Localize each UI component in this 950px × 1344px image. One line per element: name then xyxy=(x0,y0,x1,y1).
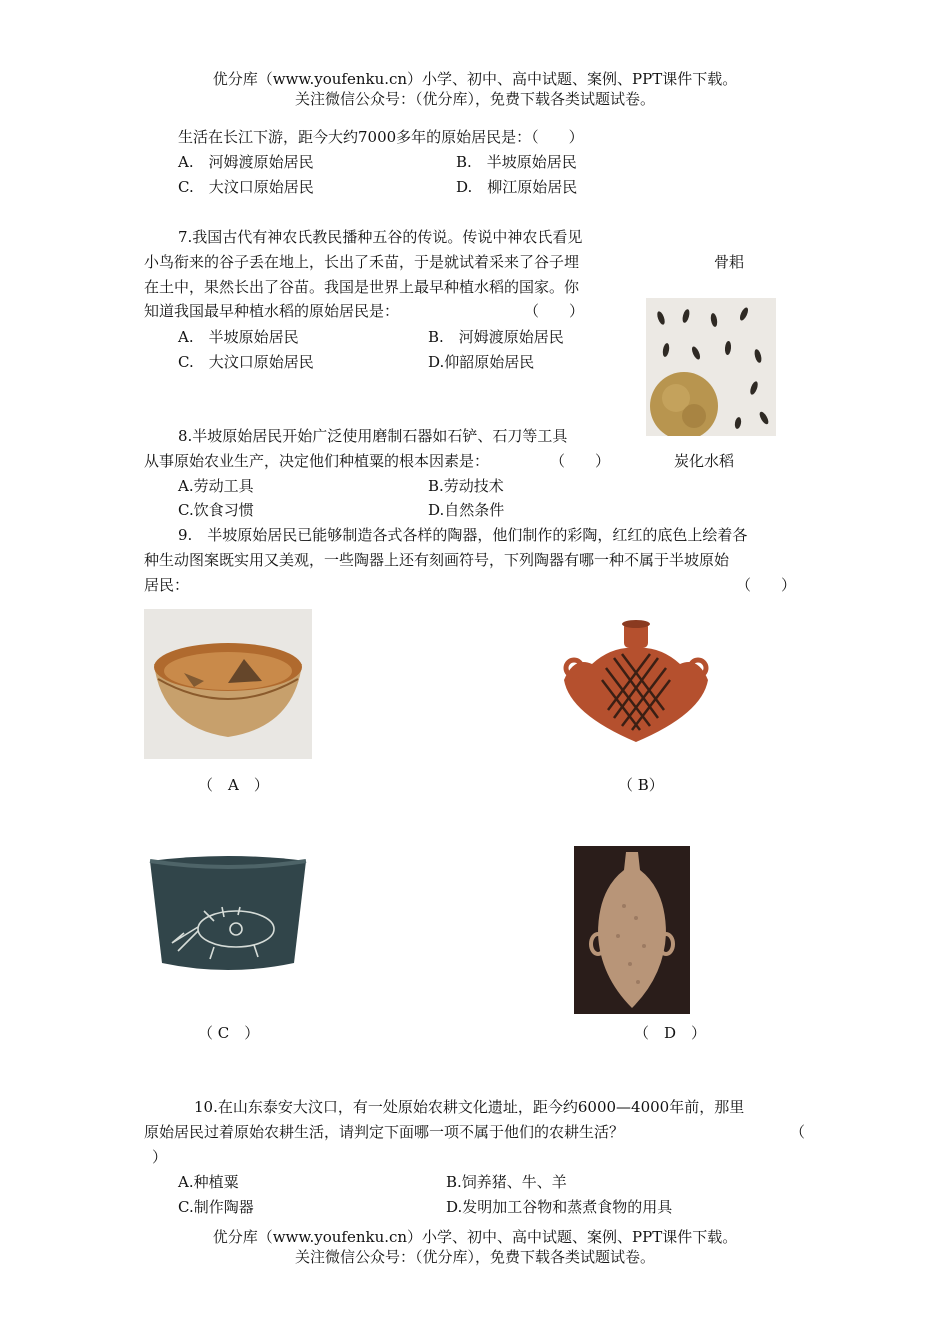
q8-option-a: A.劳动工具 xyxy=(178,477,254,495)
pottery-d-image xyxy=(574,846,690,1014)
q10-paren-close: ） xyxy=(152,1148,168,1166)
q10-line-2: 原始居民过着原始农耕生活，请判定下面哪一项不属于他们的农耕生活？ xyxy=(144,1123,625,1141)
q7-answer-paren: （ ） xyxy=(524,302,585,320)
q7-line-1: 7.我国古代有神农氏教民播种五谷的传说。传说中神农氏看见 xyxy=(178,228,583,246)
carbonized-rice-label: 炭化水稻 xyxy=(674,452,735,470)
pottery-a-image xyxy=(144,609,312,759)
lattice-pot-graphic xyxy=(552,618,720,753)
footer-line-1: 优分库（www.youfenku.cn）小学、初中、高中试题、案例、PPT课件下载。 xyxy=(212,1228,738,1246)
q6-option-a: A. 河姆渡原始居民 xyxy=(178,153,314,171)
q8-answer-paren: （ ） xyxy=(550,452,611,470)
tall-vase-graphic xyxy=(574,846,690,1014)
q9-line-2: 种生动图案既实用又美观，一些陶器上还有刻画符号，下列陶器有哪一种不属于半坡原始 xyxy=(144,551,730,569)
q10-option-b: B.饲养猪、牛、羊 xyxy=(446,1173,567,1191)
q10-paren-open: （ xyxy=(790,1123,806,1141)
q8-line-1: 8.半坡原始居民开始广泛使用磨制石器如石铲、石刀等工具 xyxy=(178,427,568,445)
q6-option-b: B. 半坡原始居民 xyxy=(456,153,577,171)
pottery-a-caption: （ A ） xyxy=(198,776,269,794)
q10-option-c: C.制作陶器 xyxy=(178,1198,254,1216)
q6-option-c: C. 大汶口原始居民 xyxy=(178,178,314,196)
q8-option-d: D.自然条件 xyxy=(428,501,505,519)
q10-option-a: A.种植粟 xyxy=(178,1173,239,1191)
q9-answer-paren: （ ） xyxy=(736,576,797,594)
q6-option-d: D. 柳江原始居民 xyxy=(456,178,578,196)
footer-line-2: 关注微信公众号：（优分库），免费下载各类试题试卷。 xyxy=(294,1248,655,1266)
painted-bowl-graphic xyxy=(144,609,312,759)
q8-option-b: B.劳动技术 xyxy=(428,477,504,495)
rice-grains-graphic xyxy=(646,298,776,436)
q8-line-2: 从事原始农业生产，决定他们种植粟的根本因素是： xyxy=(144,452,490,470)
q7-line-2: 小鸟衔来的谷子丢在地上，长出了禾苗，于是就试着采来了谷子埋 xyxy=(144,253,580,271)
q7-option-a: A. 半坡原始居民 xyxy=(178,328,299,346)
q7-line-4: 知道我国最早种植水稻的原始居民是： xyxy=(144,302,400,320)
q9-line-3: 居民： xyxy=(144,576,190,594)
q7-line-3: 在土中，果然长出了谷苗。我国是世界上最早种植水稻的国家。你 xyxy=(144,278,580,296)
q8-option-c: C.饮食习惯 xyxy=(178,501,254,519)
q10-line-1: 10.在山东泰安大汶口，有一处原始农耕文化遗址，距今约6000—4000年前，那里 xyxy=(194,1098,745,1116)
header-line-1: 优分库（www.youfenku.cn）小学、初中、高中试题、案例、PPT课件下载。 xyxy=(212,70,738,88)
q7-option-d: D.仰韶原始居民 xyxy=(428,353,535,371)
q9-line-1: 9. 半坡原始居民已能够制造各式各样的陶器，他们制作的彩陶，红红的底色上绘着各 xyxy=(178,526,748,544)
q10-option-d: D.发明加工谷物和蒸煮食物的用具 xyxy=(446,1198,673,1216)
carbonized-rice-image xyxy=(646,298,776,436)
pottery-c-caption: （ C ） xyxy=(198,1024,260,1042)
q7-option-c: C. 大汶口原始居民 xyxy=(178,353,314,371)
pottery-d-caption: （ D ） xyxy=(634,1024,707,1042)
header-line-2: 关注微信公众号：（优分库），免费下载各类试题试卷。 xyxy=(294,90,655,108)
pottery-b-caption: （ B） xyxy=(618,776,664,794)
bone-tool-label: 骨耜 xyxy=(714,253,745,271)
pottery-b-image xyxy=(552,618,720,753)
boar-pot-graphic xyxy=(144,851,312,979)
q7-option-b: B. 河姆渡原始居民 xyxy=(428,328,564,346)
q6-stem: 生活在长江下游，距今大约7000多年的原始居民是：（ ） xyxy=(178,128,584,146)
pottery-c-image xyxy=(144,851,312,979)
